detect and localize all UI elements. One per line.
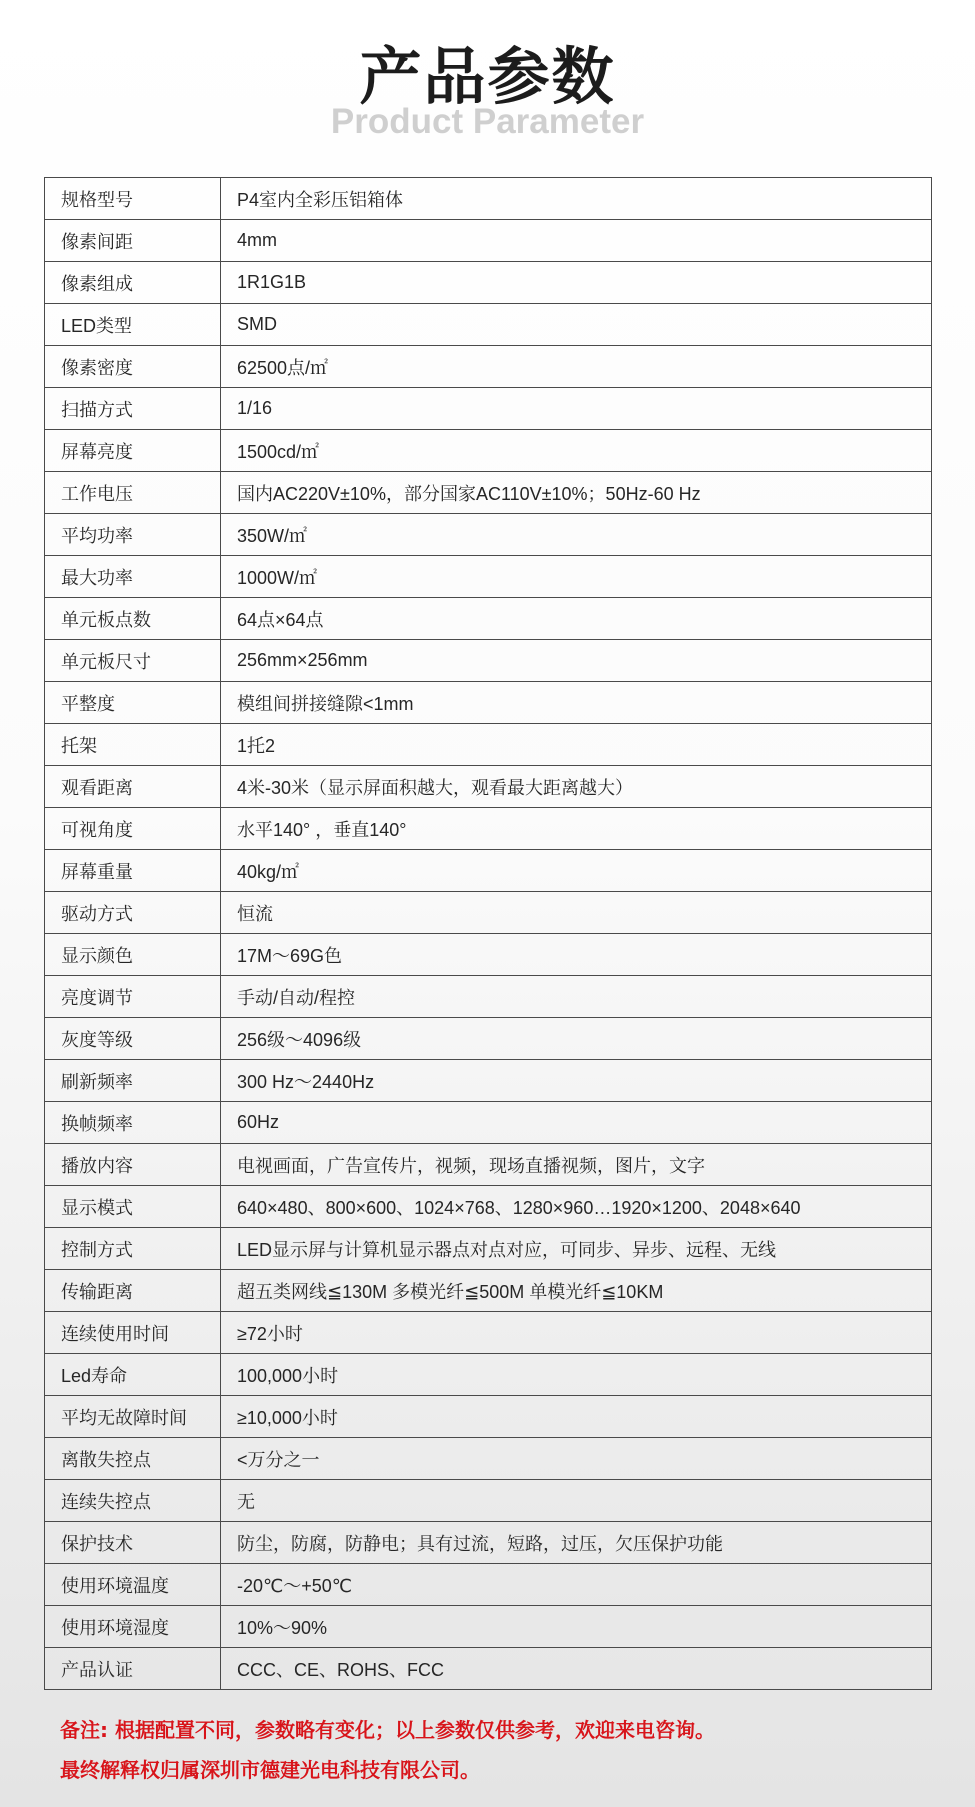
note-disclaimer: 备注: 根据配置不同，参数略有变化；以上参数仅供参考，欢迎来电咨询。 xyxy=(60,1718,715,1742)
param-label: 工作电压 xyxy=(45,472,221,514)
table-row xyxy=(45,556,932,598)
param-value: 水平140° ，垂直140° xyxy=(221,808,932,850)
param-value: LED显示屏与计算机显示器点对点对应，可同步、异步、远程、无线 xyxy=(221,1228,932,1270)
table-row xyxy=(45,934,932,976)
table-row xyxy=(45,850,932,892)
table-row xyxy=(45,220,932,262)
table-row xyxy=(45,1312,932,1354)
param-value: 256级～4096级 xyxy=(221,1018,932,1060)
table-row xyxy=(45,598,932,640)
param-value: 64点×64点 xyxy=(221,598,932,640)
table-row xyxy=(45,1480,932,1522)
param-label: 观看距离 xyxy=(45,766,221,808)
param-label: 连续失控点 xyxy=(45,1480,221,1522)
table-row xyxy=(45,430,932,472)
note-copyright: 最终解释权归属深圳市德建光电科技有限公司。 xyxy=(60,1758,480,1782)
param-value: 1托2 xyxy=(221,724,932,766)
param-label: 平整度 xyxy=(45,682,221,724)
param-value: 恒流 xyxy=(221,892,932,934)
param-value: 防尘，防腐，防静电；具有过流，短路，过压，欠压保护功能 xyxy=(221,1522,932,1564)
param-value: ≥72小时 xyxy=(221,1312,932,1354)
table-row xyxy=(45,1270,932,1312)
param-value: 640×480、800×600、1024×768、1280×960…1920×1200、2048×640 xyxy=(221,1186,932,1228)
param-value: 10%～90% xyxy=(221,1606,932,1648)
param-label: LED类型 xyxy=(45,304,221,346)
page-header xyxy=(0,38,975,142)
param-label: 产品认证 xyxy=(45,1648,221,1690)
param-label: 扫描方式 xyxy=(45,388,221,430)
table-row xyxy=(45,178,932,220)
table-row xyxy=(45,1522,932,1564)
table-row xyxy=(45,892,932,934)
param-label: 灰度等级 xyxy=(45,1018,221,1060)
param-label: 连续使用时间 xyxy=(45,1312,221,1354)
param-label: 最大功率 xyxy=(45,556,221,598)
param-label: 换帧频率 xyxy=(45,1102,221,1144)
param-value: 无 xyxy=(221,1480,932,1522)
table-row xyxy=(45,766,932,808)
table-row xyxy=(45,1606,932,1648)
param-value: 350W/㎡ xyxy=(221,514,932,556)
param-label: 托架 xyxy=(45,724,221,766)
param-value: 国内AC220V±10%，部分国家AC110V±10%；50Hz-60 Hz xyxy=(221,472,932,514)
table-row xyxy=(45,1060,932,1102)
param-value: CCC、CE、ROHS、FCC xyxy=(221,1648,932,1690)
param-label: 播放内容 xyxy=(45,1144,221,1186)
param-value: 手动/自动/程控 xyxy=(221,976,932,1018)
parameter-table xyxy=(44,177,932,1690)
param-label: 像素组成 xyxy=(45,262,221,304)
table-row xyxy=(45,1186,932,1228)
table-row xyxy=(45,1102,932,1144)
param-label: 保护技术 xyxy=(45,1522,221,1564)
table-row xyxy=(45,976,932,1018)
param-label: 像素密度 xyxy=(45,346,221,388)
table-row xyxy=(45,1228,932,1270)
param-value: 17M～69G色 xyxy=(221,934,932,976)
param-value: 60Hz xyxy=(221,1102,932,1144)
param-value: 电视画面，广告宣传片，视频，现场直播视频，图片，文字 xyxy=(221,1144,932,1186)
param-value: 1R1G1B xyxy=(221,262,932,304)
param-value: 256mm×256mm xyxy=(221,640,932,682)
param-label: 离散失控点 xyxy=(45,1438,221,1480)
table-row xyxy=(45,808,932,850)
param-label: 平均无故障时间 xyxy=(45,1396,221,1438)
param-label: 传输距离 xyxy=(45,1270,221,1312)
param-value: 4mm xyxy=(221,220,932,262)
table-row xyxy=(45,304,932,346)
table-row xyxy=(45,514,932,556)
param-label: 亮度调节 xyxy=(45,976,221,1018)
param-label: 使用环境湿度 xyxy=(45,1606,221,1648)
param-value: 超五类网线≦130M 多模光纤≦500M 单模光纤≦10KM xyxy=(221,1270,932,1312)
page-title: 产品参数 xyxy=(359,40,616,113)
table-row xyxy=(45,724,932,766)
param-value: 1500cd/㎡ xyxy=(221,430,932,472)
param-label: 显示颜色 xyxy=(45,934,221,976)
param-value: P4室内全彩压铝箱体 xyxy=(221,178,932,220)
table-row xyxy=(45,1018,932,1060)
page-subtitle: Product Parameter xyxy=(330,102,645,141)
param-label: 刷新频率 xyxy=(45,1060,221,1102)
table-row xyxy=(45,1438,932,1480)
param-label: 像素间距 xyxy=(45,220,221,262)
param-value: 300 Hz～2440Hz xyxy=(221,1060,932,1102)
param-label: 平均功率 xyxy=(45,514,221,556)
param-label: 可视角度 xyxy=(45,808,221,850)
parameter-table-body xyxy=(45,178,932,1690)
table-row xyxy=(45,1144,932,1186)
table-row xyxy=(45,682,932,724)
param-label: 单元板尺寸 xyxy=(45,640,221,682)
param-label: 屏幕重量 xyxy=(45,850,221,892)
param-value: 62500点/㎡ xyxy=(221,346,932,388)
param-label: 显示模式 xyxy=(45,1186,221,1228)
param-value: 4米-30米（显示屏面积越大，观看最大距离越大） xyxy=(221,766,932,808)
param-value: 100,000小时 xyxy=(221,1354,932,1396)
table-row xyxy=(45,262,932,304)
param-value: 1000W/㎡ xyxy=(221,556,932,598)
notes xyxy=(60,1710,940,1790)
table-row xyxy=(45,472,932,514)
param-label: 驱动方式 xyxy=(45,892,221,934)
param-value: ≥10,000小时 xyxy=(221,1396,932,1438)
table-row xyxy=(45,1396,932,1438)
param-label: 屏幕亮度 xyxy=(45,430,221,472)
param-label: Led寿命 xyxy=(45,1354,221,1396)
param-value: SMD xyxy=(221,304,932,346)
table-row xyxy=(45,640,932,682)
param-value: -20℃～+50℃ xyxy=(221,1564,932,1606)
table-row xyxy=(45,1648,932,1690)
param-label: 使用环境温度 xyxy=(45,1564,221,1606)
param-label: 控制方式 xyxy=(45,1228,221,1270)
param-value: 1/16 xyxy=(221,388,932,430)
param-value: <万分之一 xyxy=(221,1438,932,1480)
param-value: 模组间拼接缝隙<1mm xyxy=(221,682,932,724)
table-row xyxy=(45,388,932,430)
table-row xyxy=(45,346,932,388)
table-row xyxy=(45,1354,932,1396)
param-value: 40kg/㎡ xyxy=(221,850,932,892)
param-label: 规格型号 xyxy=(45,178,221,220)
table-row xyxy=(45,1564,932,1606)
param-label: 单元板点数 xyxy=(45,598,221,640)
